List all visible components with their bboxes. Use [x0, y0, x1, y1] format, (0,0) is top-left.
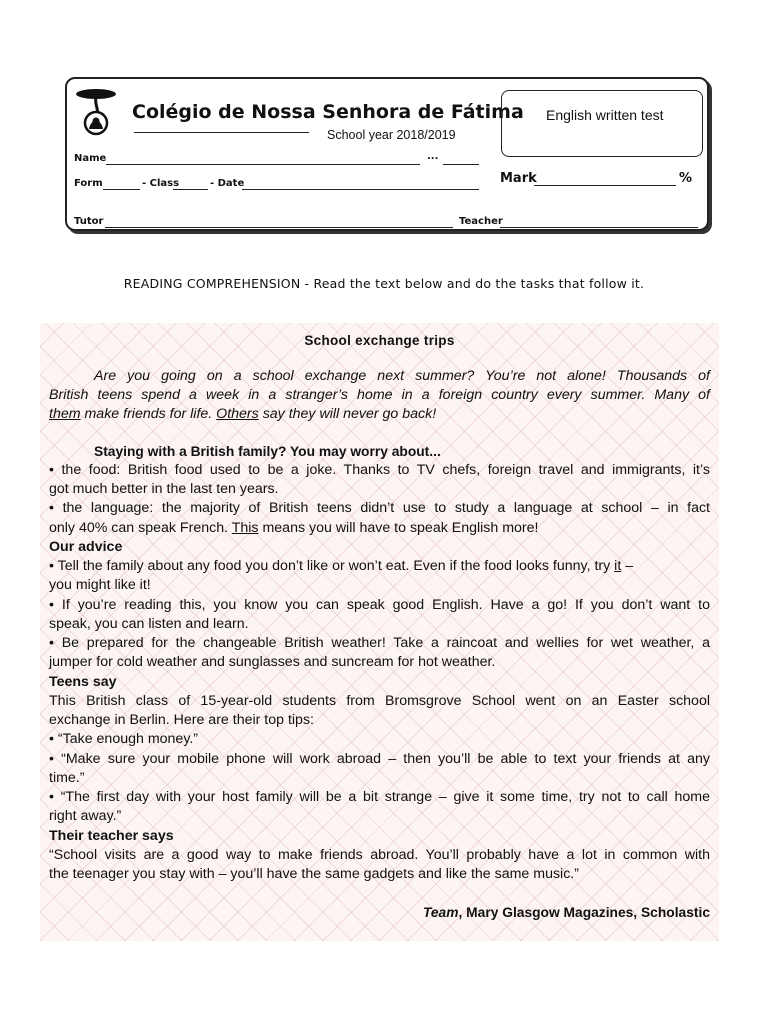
- school-year: School year 2018/2019: [327, 128, 456, 142]
- class-label: - Class: [142, 178, 180, 189]
- teacher-quote-line-1: “School visits are a good way to make friends abroad. You’ll probably have a lot in common with: [49, 847, 710, 863]
- name-field[interactable]: [106, 164, 420, 165]
- divider: [134, 132, 309, 133]
- tip-2-line-2: time.”: [49, 770, 85, 786]
- worry-language-line-2: only 40% can speak French. This means you will have to speak English more!: [49, 520, 539, 536]
- advice-2-line-1: • If you’re reading this, you know you can speak good English. Have a go! If you don’t want to: [49, 597, 710, 613]
- worry-language-line-1: • the language: the majority of British teens didn’t use to study a language at school – in fact: [49, 500, 710, 516]
- tip-1: • “Take enough money.”: [49, 731, 199, 747]
- mark-field[interactable]: [534, 185, 676, 186]
- advice-3-line-2: jumper for cold weather and sunglasses and suncream for hot weather.: [49, 654, 496, 670]
- intro-line-1: Are you going on a school exchange next summer? You’re not alone! Thousands of: [94, 368, 710, 384]
- name-label: Name: [74, 153, 107, 164]
- worry-food-line-1: • the food: British food used to be a joke. Thanks to TV chefs, foreign travel and immigrants, it’s: [49, 462, 710, 478]
- teens-intro-line-2: exchange in Berlin. Here are their top tips:: [49, 712, 314, 728]
- teens-intro-line-1: This British class of 15-year-old students from Bromsgrove School went on an Easter school: [49, 693, 710, 709]
- school-logo-icon: [73, 85, 119, 137]
- test-title: English written test: [546, 107, 664, 123]
- teens-heading: Teens say: [49, 674, 117, 690]
- test-title-box: [501, 90, 703, 157]
- worry-food-line-2: got much better in the last ten years.: [49, 481, 279, 497]
- source-citation: Team, Mary Glasgow Magazines, Scholastic: [422, 905, 710, 920]
- number-separator: ...: [427, 151, 439, 162]
- tip-2-line-1: • “Make sure your mobile phone will work abroad – then you’ll be able to text your friends at any: [49, 751, 710, 767]
- form-label: Form: [74, 178, 103, 189]
- advice-3-line-1: • Be prepared for the changeable British weather! Take a raincoat and wellies for wet weather, a: [49, 635, 710, 651]
- intro-line-2: British teens spend a week in a stranger’s home in a foreign country every summer. Many of: [49, 387, 710, 403]
- advice-1-line-1: • Tell the family about any food you don’t like or won’t eat. Even if the food looks funny, try it –: [49, 558, 634, 574]
- mark-label: Mark: [500, 171, 537, 186]
- percent-sign: %: [679, 171, 693, 186]
- date-field[interactable]: [242, 189, 479, 190]
- tutor-field[interactable]: [105, 227, 453, 228]
- reading-text-area: [40, 323, 719, 941]
- teacher-quote-line-2: the teenager you stay with – you’ll have the same gadgets and like the same music.”: [49, 866, 579, 882]
- advice-1-line-2: you might like it!: [49, 577, 151, 593]
- tip-3-line-2: right away.”: [49, 808, 122, 824]
- advice-2-line-2: speak, you can listen and learn.: [49, 616, 249, 632]
- instruction: READING COMPREHENSION - Read the text below and do the tasks that follow it.: [123, 276, 645, 291]
- teacher-heading: Their teacher says: [49, 828, 174, 844]
- school-name: Colégio de Nossa Senhora de Fátima: [132, 101, 524, 123]
- worry-heading: Staying with a British family? You may worry about...: [94, 444, 441, 459]
- advice-heading: Our advice: [49, 539, 123, 555]
- date-label: - Date: [210, 178, 245, 189]
- teacher-label: Teacher: [459, 216, 503, 227]
- header-box: [65, 77, 709, 231]
- article-title: School exchange trips: [304, 333, 455, 348]
- form-field[interactable]: [103, 189, 140, 190]
- intro-line-3: them make friends for life. Others say they will never go back!: [49, 406, 437, 422]
- number-field[interactable]: [443, 164, 479, 165]
- tip-3-line-1: • “The first day with your host family will be a bit strange – give it some time, try not to call home: [49, 789, 710, 805]
- teacher-field[interactable]: [500, 227, 698, 228]
- tutor-label: Tutor: [74, 216, 104, 227]
- class-field[interactable]: [173, 189, 208, 190]
